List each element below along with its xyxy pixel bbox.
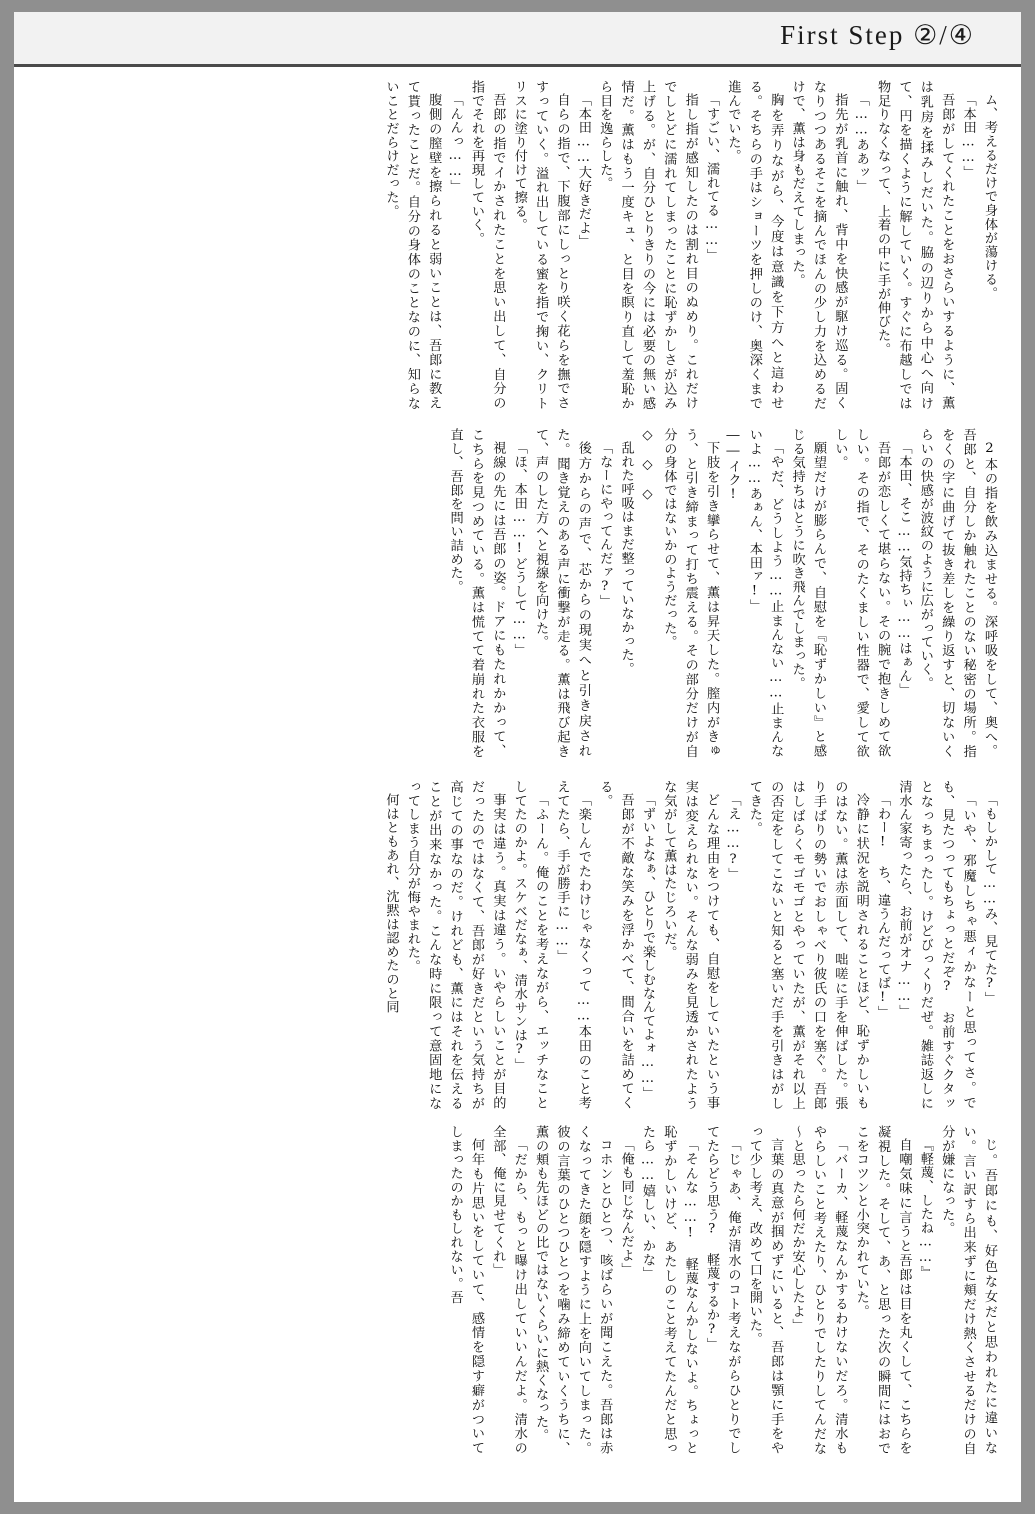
paragraph: 「え……?」 <box>725 793 741 882</box>
page-frame-top <box>0 0 1035 12</box>
paragraph: 「んんっ……」 <box>447 93 463 194</box>
paragraph: 視線の先には吾郎の姿。ドアにもたれかかって、こちらを見つめている。薫は慌てて着崩れた衣服を直し、吾郎を問い詰めた。 <box>447 428 506 758</box>
paragraph: コホンとひとつ、咳ばらいが聞こえた。吾郎は赤くなってきた顔を隠すように上を向いてしまった。彼の言葉のひとつひとつを噛み締めていくうちに、薫の頬も先ほどの比ではないくらいに熱くなった。 <box>533 1125 613 1455</box>
page-body <box>40 80 1000 1480</box>
paragraph: 「本田、そこ……気持ちぃ……はぁん」 <box>896 441 912 697</box>
page-frame-left <box>0 0 14 1514</box>
paragraph: 吾郎が恋しくて堪らない。その腕で抱きしめて欲しい。その指で、そのたくましい性器で、愛して欲しい。 <box>832 428 891 758</box>
paragraph: 「楽しんでたわけじゃなくって……本田のこと考えてたら、手が勝手に……」 <box>554 780 591 1110</box>
paragraph: どんな理由をつけても、自慰をしていたという事実は変えられない。そんな弱みを見透かされたような気がして薫はたじろいだ。 <box>661 780 720 1110</box>
paragraph: 「なーにやってんだァ?」 <box>597 441 613 609</box>
paragraph: 下肢を引き攣らせて、薫は昇天した。膣内がきゅう、と引き締まって打ち震える。その部分だけが自分の身体ではないかのようだった。 <box>661 428 720 758</box>
paragraph: 乱れた呼吸はまだ整っていなかった。 <box>618 441 634 676</box>
paragraph: 「わー! ち、違うんだってば!」 <box>875 793 891 1020</box>
paragraph: 後方からの声で、芯からの現実へと引き戻された。聞き覚えのある声に衝撃が走る。薫は飛び起きて、声のした方へと視線を向けた。 <box>533 428 591 758</box>
text-block-1 <box>45 80 1000 410</box>
paragraph: 願望だけが膨らんで、自慰を『恥ずかしい』と感じる気持ちはとうに吹き飛んでしまった。 <box>789 428 826 758</box>
paragraph: 指先が乳首に触れ、背中を快感が駆け巡る。固くなりつつあるそこを摘んでほんの少し力を込めるだけで、薫は身もだえてしまった。 <box>789 80 848 410</box>
paragraph: 自嘲気味に言うと吾郎は目を丸くして、こちらを凝視した。そして、あ、と思った次の瞬間にはおでこをコツンと小突かれていた。 <box>853 1125 912 1455</box>
paragraph: 「ふーん。俺のことを考えながら、エッチなことしてたのかよ。スケベだなぁ、清水サンは?」 <box>511 780 549 1110</box>
paragraph: 「やだ、どうしよう……止まんない……止まんないよ……あぁん、本田ァ!」 <box>746 428 784 758</box>
paragraph: ――イク! <box>725 428 741 503</box>
text-block-3 <box>45 780 1000 1110</box>
paragraph: ◇ ◇ ◇ <box>640 428 655 503</box>
paragraph: 「ほ、本田……!どうして……」 <box>511 441 527 658</box>
text-block-4 <box>45 1125 1000 1455</box>
paragraph: 何はともあれ、沈黙は認めたのと同 <box>383 793 399 1014</box>
paragraph: 「バーカ、軽蔑なんかするわけないだろ。清水もやらしいこと考えたり、ひとりでしたりしてんだな～と思ったら何だか安心したよ」 <box>789 1125 848 1455</box>
page-frame-bottom <box>0 1502 1035 1514</box>
paragraph: 指し指が感知したのは割れ目のぬめり。これだけでしとどに濡れてしまったことに恥ずかしさが込み上げる。が、自分ひとりきりの今には必要の無い感情だ。薫はもう一度キュ、と目を瞑り直して羞恥から目を逸らした。 <box>597 80 698 410</box>
page-title: First Step ②/④ <box>780 20 975 50</box>
paragraph: 「本田……」 <box>960 93 976 180</box>
paragraph: ム、考えるだけで身体が蕩ける。 <box>982 93 997 301</box>
text-block-2 <box>45 428 1000 758</box>
paragraph: 「……ああッ」 <box>853 93 869 194</box>
paragraph: 「だから、もっと曝け出していいんだよ。清水の全部、俺に見せてくれ」 <box>490 1125 527 1455</box>
paragraph: 「俺も同じなんだよ」 <box>618 1138 634 1277</box>
paragraph: 何年も片思いをしていて、感情を隠す癖がついてしまったのかもしれない。吾 <box>447 1125 484 1455</box>
paragraph: 胸を弄りながら、今度は意識を下方へと這わせる。そちらの手はショーツを押しのけ、奥深くまで進んでいた。 <box>725 80 784 410</box>
paragraph: 「じゃあ、俺が清水のコト考えながらひとりでしてたらどう思う? 軽蔑するか?」 <box>704 1125 741 1455</box>
paragraph: 「すごい、濡れてる……」 <box>704 93 720 263</box>
paragraph: 事実は違う。真実は違う。いやらしいことが目的だったのではなくて、吾郎が好きだという気持ちが高じての事なのだ。けれども、薫にはそれを伝えることが出来なかった。こんな時に限って意固地になってしまう自分が悔やまれた。 <box>404 780 506 1110</box>
paragraph: 『軽蔑、したね……』 <box>917 1138 933 1280</box>
paragraph: 腹側の膣壁を擦られると弱いことは、吾郎に教えて貰ったことだ。自分の身体のことなのに、知らないことだらけだった。 <box>383 80 442 410</box>
paragraph: 自らの指で、下腹部にしっとり咲く花らを撫でさすっていく。溢れ出している蜜を指で掬い、クリトリスに塗り付けて擦る。 <box>511 80 570 410</box>
paragraph: 「いや、邪魔しちゃ悪ィかなーと思ってさ。でも、見たつってもちょっとだぞ? お前すぐクタッとなっちまったし。けどびっくりだぜ。雑誌返しに清水ん家寄ったら、お前がオナ……」 <box>896 780 976 1110</box>
paragraph: 吾郎の指でイかされたことを思い出して、自分の指でそれを再現していく。 <box>469 80 506 410</box>
header-divider <box>14 64 1021 67</box>
paragraph: 冷静に状況を説明されることほど、恥ずかしいものはない。薫は赤面して、咄嗟に手を伸ばした。張り手ばりの勢いでおしゃべり彼氏の口を塞ぐ。吾郎はしばらくモゴモゴとやっていたが、薫がそれ以上の否定をしてこないと知ると塞いだ手を引きはがしてきた。 <box>746 780 869 1110</box>
paragraph: 「ずいよなぁ、ひとりで楽しむなんてよォ……」 <box>640 793 655 1101</box>
paragraph: 2本の指を飲み込ませる。深呼吸をして、奥へ。吾郎と、自分しか触れたことのない秘密の場所。指をくの字に曲げて抜き差しを繰り返すと、切ないくらいの快感が波紋のように広がっていく。 <box>917 428 997 758</box>
paragraph: 「そんな……! 軽蔑なんかしないよ。ちょっと恥ずかしいけど、あたしのこと考えてたんだと思ったら……嬉しい、かな」 <box>640 1125 698 1455</box>
paragraph: 吾郎が不敵な笑みを浮かべて、間合いを詰めてくる。 <box>597 780 634 1110</box>
paragraph: 「もしかして……み、見てた?」 <box>982 793 997 1006</box>
paragraph: 吾郎がしてくれたことをおさらいするように、薫は乳房を揉みしだいた。脇の辺りから中心へ向けて、円を描くように解していく。すぐに布越しでは物足りなくなって、上着の中に手が伸びた。 <box>875 80 955 410</box>
paragraph: 「本田……大好きだよ」 <box>575 93 591 249</box>
page-frame-right <box>1021 0 1035 1514</box>
paragraph: 言葉の真意が掴めずにいると、吾郎は顎に手をやって少し考え、改めて口を開いた。 <box>746 1125 784 1455</box>
paragraph: じ。吾郎にも、好色な女だと思われたに違いない。言い訳すら出来ずに頬だけ熱くさせるだけの自分が嫌になった。 <box>939 1125 997 1455</box>
